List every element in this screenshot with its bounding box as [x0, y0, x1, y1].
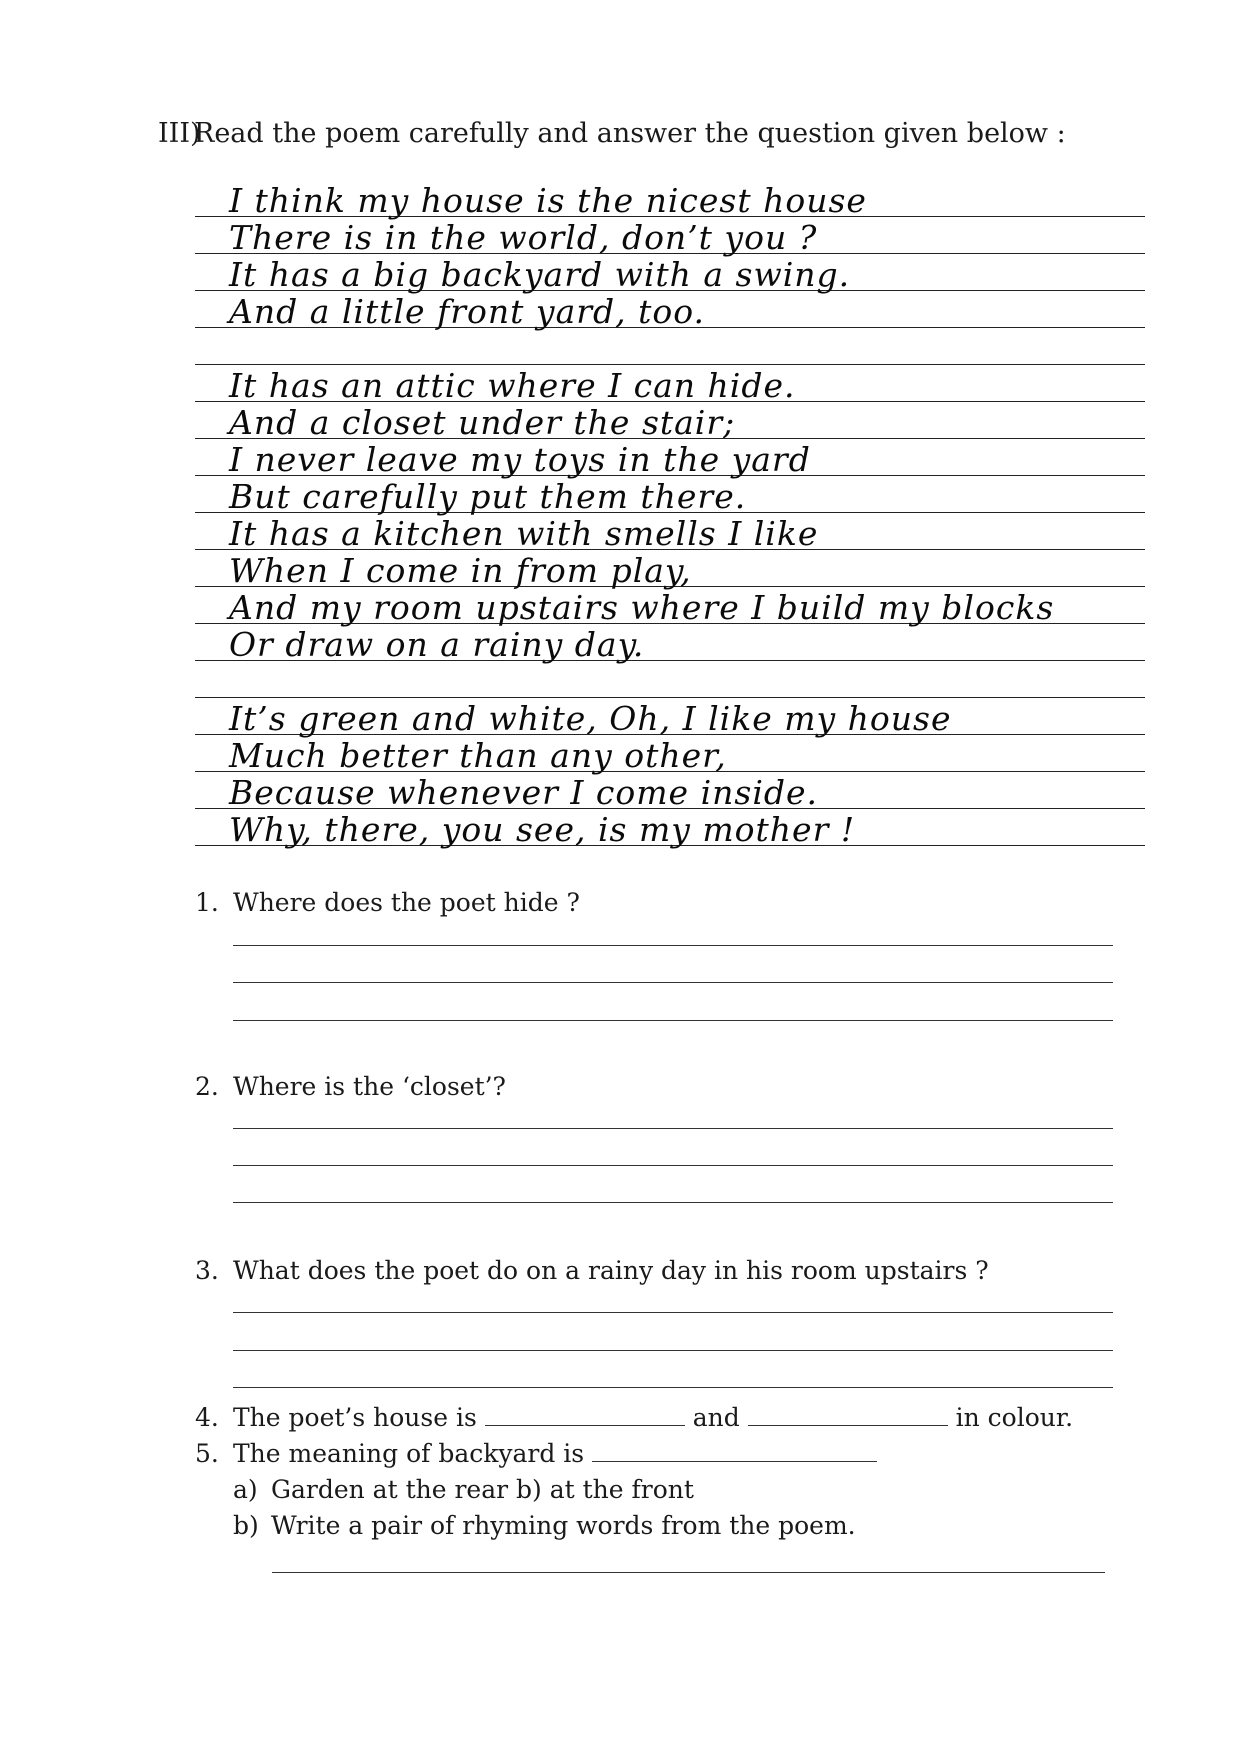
answer-line[interactable]: [233, 1350, 1113, 1351]
poem-line: It’s green and white, Oh, I like my house: [195, 698, 1145, 735]
poem-line: And a closet under the stair;: [195, 402, 1145, 439]
poem-line: There is in the world, don’t you ?: [195, 217, 1145, 254]
poem-blank-line: [195, 661, 1145, 698]
colour-blank-2[interactable]: [748, 1405, 948, 1426]
answer-line[interactable]: [233, 1387, 1113, 1388]
backyard-meaning-blank[interactable]: [592, 1441, 877, 1462]
answer-line[interactable]: [233, 1020, 1113, 1021]
question-3: 3. What does the poet do on a rainy day in his room upstairs ?: [195, 1256, 989, 1285]
question-4: 4. The poet’s house is and in colour.: [195, 1403, 1074, 1432]
answer-line[interactable]: [233, 1165, 1113, 1166]
poem-blank-line: [195, 328, 1145, 365]
answer-line[interactable]: [233, 945, 1113, 946]
poem-line: But carefully put them there.: [195, 476, 1145, 513]
sub-item-a: a) Garden at the rear b) at the front: [233, 1475, 694, 1504]
poem-line: I never leave my toys in the yard: [195, 439, 1145, 476]
sub-item-b: b) Write a pair of rhyming words from the poem.: [233, 1511, 856, 1540]
poem-line: And my room upstairs where I build my blocks: [195, 587, 1145, 624]
answer-line[interactable]: [272, 1572, 1105, 1573]
question-1: 1. Where does the poet hide ?: [195, 888, 580, 917]
poem-line: Or draw on a rainy day.: [195, 624, 1145, 661]
poem-line: It has a big backyard with a swing.: [195, 254, 1145, 291]
poem-line: It has an attic where I can hide.: [195, 365, 1145, 402]
poem-line: Because whenever I come inside.: [195, 772, 1145, 809]
answer-line[interactable]: [233, 1128, 1113, 1129]
answer-line[interactable]: [233, 1312, 1113, 1313]
section-number: III): [158, 118, 201, 149]
answer-line[interactable]: [233, 982, 1113, 983]
question-5: 5. The meaning of backyard is: [195, 1439, 877, 1468]
poem-line: Much better than any other,: [195, 735, 1145, 772]
answer-line[interactable]: [233, 1202, 1113, 1203]
poem-line: And a little front yard, too.: [195, 291, 1145, 328]
section-heading: [158, 118, 1066, 149]
poem-line: Why, there, you see, is my mother !: [195, 809, 1145, 846]
poem-line: I think my house is the nicest house: [195, 180, 1145, 217]
handwritten-poem: [195, 180, 1145, 849]
colour-blank-1[interactable]: [485, 1405, 685, 1426]
poem-line: It has a kitchen with smells I like: [195, 513, 1145, 550]
section-instruction: Read the poem carefully and answer the question given below :: [194, 118, 1066, 149]
question-2: 2. Where is the ‘closet’?: [195, 1072, 506, 1101]
poem-line: When I come in from play,: [195, 550, 1145, 587]
